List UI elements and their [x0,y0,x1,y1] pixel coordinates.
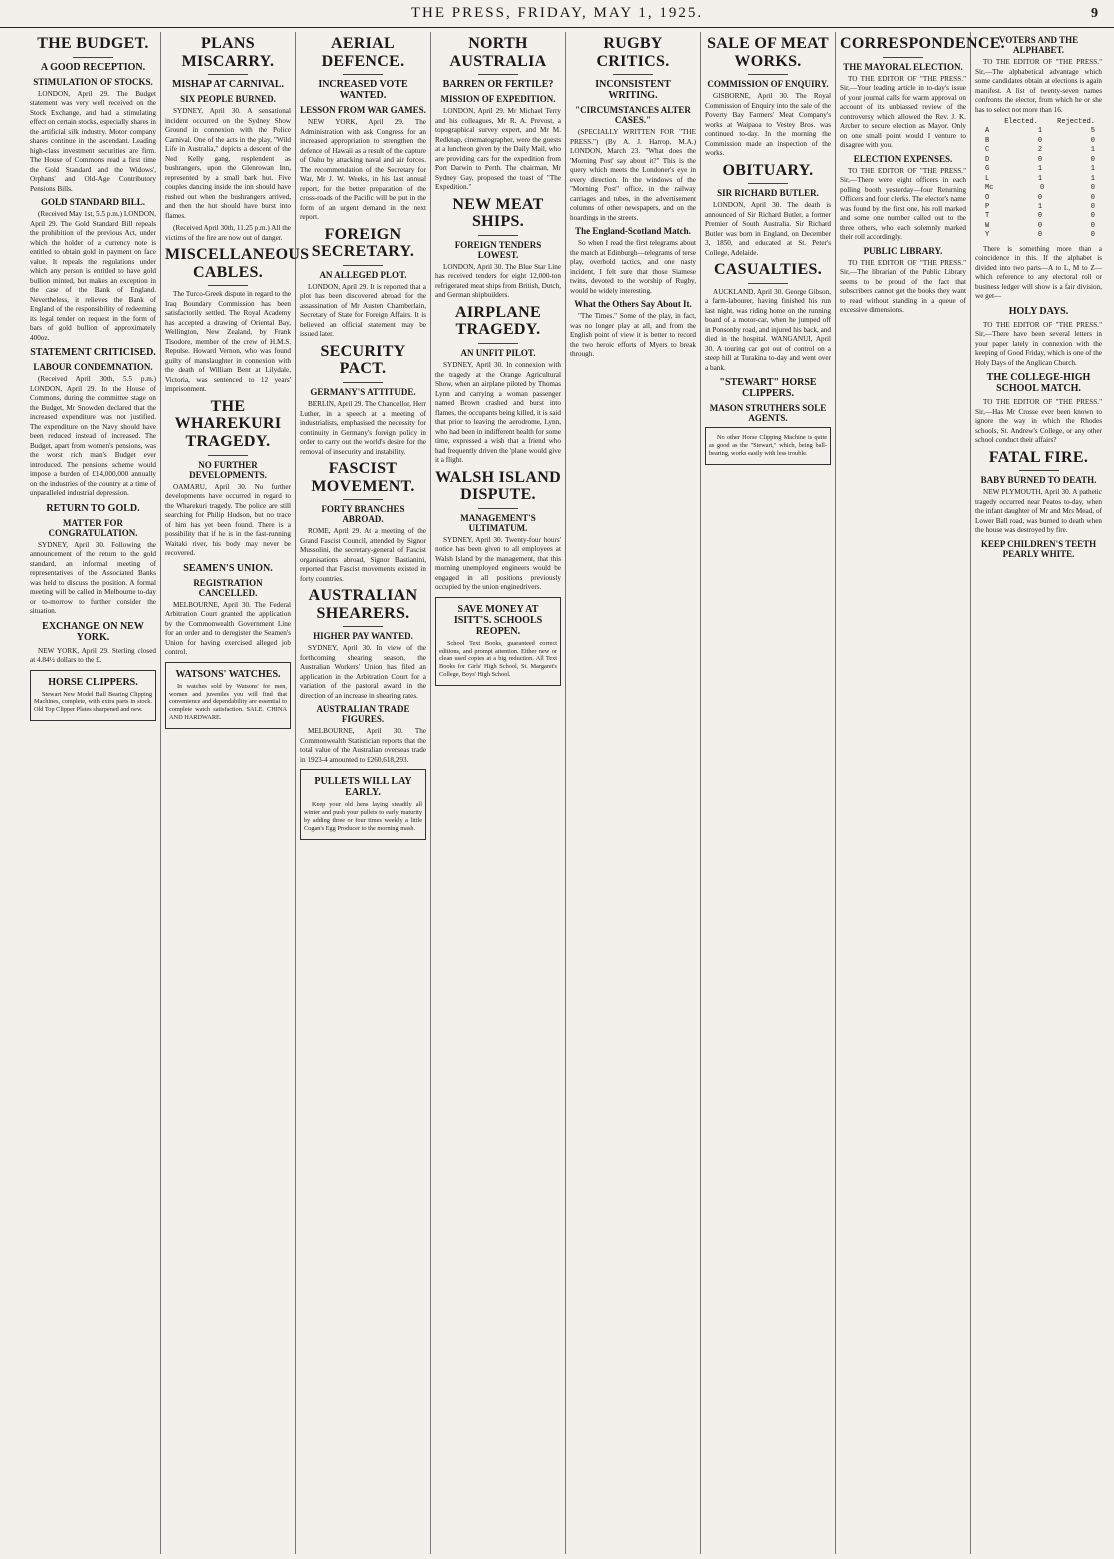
article-paragraph: (Received April 30th, 5.5 p.m.) LONDON, April 29. In the House of Commons, during the committee stage on the Budget, Mr Snowden declared that the increased expenditure was not justified. The expenditure on the Navy should have been reduced instead of increased. The Budget, apart from women's pensions, was the worst rich man's Budget ever introduced. The pensions scheme would impose a burden of £14,000,000 annually on the industries of the country at a time of unparalleled industrial depression. [30,375,156,498]
section-rule [208,74,248,75]
article-paragraph: TO THE EDITOR OF "THE PRESS." Sir,—There were eight officers in each polling booth yesterday—four Returning Officers and four clerks. The elector's name was found by the first one, his roll marked and some one number called out to the three others, who each solemnly marked their roll accordingly. [840,166,966,242]
article-subheadline: A GOOD RECEPTION. [40,61,146,73]
results-cell: 1 [1037,165,1043,174]
article-subheading: MATTER FOR CONGRATULATION. [48,517,138,538]
article-subheadline: INCREASED VOTE WANTED. [318,79,408,102]
results-cell: 1 [1037,127,1043,136]
results-cell: D [985,155,990,164]
article-paragraph: (Received May 1st, 5.5 p.m.) LONDON, April 29. The Gold Standard Bill repeals the prohibition of the previous Act, under which the holder of a currency note is entitled to obtain gold in payment on face value. It repeals the regulations under which any person is entitled to have gold bullion minted, but makes an exception in the case of the Bank of England. Nevertheless, it relieves the Bank of England of the responsibility of redeeming its legal tender on request in the form of bars of gold bullion of approximately 400oz. [30,210,156,342]
article-subheading: GERMANY'S ATTITUDE. [310,387,416,398]
article-subheading: LABOUR CONDEMNATION. [33,362,153,373]
article-headline: CASUALTIES. [713,261,823,279]
article-headline: OBITUARY. [722,161,814,179]
article-paragraph: MELBOURNE, April 30. The Commonwealth Statistician reports that the total value of the Australian overseas trade in 1923-4 amounted to £260,618,293. [300,727,426,764]
article-paragraph: TO THE EDITOR OF "THE PRESS." Sir,—The alphabetical advantage which some candidates obtain at elections is again manifest. A list of twenty-seven names confronts the elector, from which he or she has to select not more than 16. [975,58,1102,114]
section-rule [883,57,923,58]
results-row [985,175,1095,184]
results-cell: 0 [1040,184,1045,193]
article-headline: THE WHAREKURI TRAGEDY. [174,397,282,451]
section-rule [478,343,518,344]
advertisement [30,670,156,722]
results-cell: 0 [1037,221,1043,230]
section-rule [343,265,383,266]
results-cell: G [985,165,990,174]
article-paragraph: SYDNEY, April 30. Following the announcement of the return to the gold standard, an informal meeting of representatives of the Associated Banks was held to discuss the position. A formal meeting will be called in Melbourne to-day or to-morrow to further consider the situation. [30,540,156,616]
results-cell: B [985,136,990,145]
section-rule [478,74,518,75]
results-cell: 0 [1037,212,1043,221]
advertisement-title: SAVE MONEY AT ISITT'S. SCHOOLS REOPEN. [453,603,543,637]
article-paragraph: LONDON, April 29. The Budget statement was very well received on the Stock Exchange, and had a stimulating effect on certain stocks, especially shares in the artificial silk industry. Motor company shares continue in the ascendant. Leading high-class investment securities are firm. The House of Commons read a first time the Gold Standard and the Widows', Orphans' and Old-Age Contributory Pensions Bills. [30,89,156,193]
article-headline: SALE OF MEAT WORKS. [707,35,829,70]
advertisement-text: Stewart New Model Ball Bearing Clipping Machines, complete, with extra parts in stock. Old Top Clipper Plates sharpened and new. [34,690,152,714]
article-paragraph: LONDON, April 30. The Blue Star Line has received tenders for eight 12,000-ton refrigerated meat ships from British, Dutch, and German shipbuilders. [435,262,561,300]
article-paragraph: SYDNEY, April 30. A sensational incident occurred on the Sydney Show Ground in connexion with the Police Carnival. One of the acts in the play, "Wild Life in Australia," depicts a descent of the Ned Kelly gang, resplendent as bushrangers, upon the Glenrowan Inn, represented by a small bark hut. Five couples dancing inside the inn should have rushed out when the bushrangers arrived, and then the hut should have burst into flames. [165,107,291,220]
results-header-row [985,118,1095,127]
section-rule [748,74,788,75]
article-paragraph: So when I read the first telegrams about the match at Edinburgh—telegrams of terse play, overbold tactics, and one nasty incident, I felt sure that those Siamese twins, devoted to the worship of Rugby, would be widely interesting. [570,239,696,295]
results-row [985,146,1095,155]
results-cell: Y [985,231,990,240]
section-rule [748,183,788,184]
article-headline: AUSTRALIAN SHEARERS. [308,587,418,622]
results-cell: 1 [1037,174,1043,183]
results-row [985,184,1095,193]
results-cell: C [985,146,990,155]
results-cell: 0 [1090,155,1095,164]
article-headline: PLANS MISCARRY. [181,35,275,70]
article-subheading: NO FURTHER DEVELOPMENTS. [189,459,267,480]
article-subheading: The England-Scotland Match. [575,226,691,237]
article-paragraph: (SPECIALLY WRITTEN FOR "THE PRESS.") (By A. J. Harrop, M.A.) LONDON, March 23. "What does the 'Morning Post' say about it?" This is the query which meets the Londoner's eye in every direction. In the windows of the "Morning Post" office, in the railway carriages and tubes, in the advertisement columns of other newspapers, and on the hoardings in the streets. [570,128,696,222]
article-subheading: What the Others Say About It. [574,299,692,310]
article-paragraph: TO THE EDITOR OF "THE PRESS." Sir,—There have been several letters in your paper lately in connexion with the keeping of Good Friday, which is one of the Holy Days of the Anglican Church. [975,320,1102,367]
results-cell: 0 [1090,202,1095,211]
results-row [985,137,1095,146]
article-subheading: SIR RICHARD BUTLER. [717,188,819,199]
section-rule [208,285,248,286]
article-subheading: MANAGEMENT'S ULTIMATUM. [460,512,536,533]
article-subheading: STIMULATION OF STOCKS. [33,76,153,87]
advertisement-text: No other Horse Clipping Machine is quite as good as the "Stewart," which, being ball-bearing, works easily with less trouble. [709,434,827,458]
masthead [0,0,1114,28]
section-rule [343,74,383,75]
article-paragraph: NEW YORK, April 29. The Administration with ask Congress for an increased appropriation to strengthen the defence of Hawaii as a result of the capture of Oahu by attacking naval and air forces. The recommendation of the Secretary for War, Mr J. W. Weeks, in his last annual report, for the better preparation of the cross-roads of the Pacific will be put in the form of an urgent demand in the next report. [300,118,426,222]
article-paragraph: MELBOURNE, April 30. The Federal Arbitration Court granted the application by the Commonwealth Government Line for an order and to deregister the Seamen's Union for having exercised alleged job control. [165,600,291,657]
advertisement [435,597,561,686]
results-cell: 0 [1037,136,1043,145]
results-cell: 0 [1090,184,1095,193]
page-number: 9 [1090,5,1098,21]
advertisement-title: PULLETS WILL LAY EARLY. [314,776,412,799]
advertisement-text: School Text Books, guaranteed correct editions, and prompt attention. Either new or clean used copies at a big reduction. All Text Books for Girls' High School, St. Margaret's College, Boys' High School. [439,639,557,679]
article-columns [26,32,1106,1554]
article-paragraph: AUCKLAND, April 30. George Gibson, a farm-labourer, having finished his run last night, was riding home on the running board of a motor-car, when he jumped off in Ponsonby road, and injured his back, and died in the hospital. WANGANUI, April 30. A touring car got out of control on a steep hill at Turakina to-day and went over a bank. [705,287,831,372]
results-cell: 0 [1090,212,1095,221]
results-cell: 0 [1037,155,1043,164]
results-cell: 5 [1090,127,1095,136]
article-subheadline: INCONSISTENT WRITING. [595,79,671,102]
results-row [985,212,1095,221]
article-paragraph: SYDNEY, April 30. Twenty-four hours' notice has been given to all employees at Walsh Island by the management, that this morning unemployed engineers would be engaged in all positions previously occupied by the union enginedrivers. [435,535,561,592]
article-paragraph: SYDNEY, April 30. In connexion with the tragedy at the Orange Agricultural Show, when an airplane piloted by Thomas Lynn and carrying a woman passenger named Brown crashed and burst into flames, the occupants being killed, it is said that prior to leaving the aerodrome, Lynn, who had been in indifferent health for some time, expressed a wish that a friend who had frequently driven the 'plane would give it a flight. [435,361,561,465]
results-row [985,194,1095,203]
article-headline: FASCIST MOVEMENT. [311,460,415,495]
article-headline: CORRESPONDENCE. [840,35,1005,52]
section-rule [208,455,248,456]
article-paragraph: There is something more than a coincidence in this. If the alphabet is divided into two parts—A to L, M to Z—which reference to any electoral roll or business ledger will show is a fair division, we get— [975,244,1102,301]
results-cell: P [985,202,990,211]
article-subheading: SIX PEOPLE BURNED. [180,94,276,105]
column-4 [431,32,566,1554]
results-cell: 0 [1090,136,1095,145]
article-paragraph: SYDNEY, April 30. In view of the forthcoming shearing season, the Australian Workers' Union has filed an application in the Arbitration Court for a variation of the pastoral award in the direction of an increase in shearing rates. [300,644,426,700]
article-subheadline: MISHAP AT CARNIVAL. [172,79,284,91]
article-subheading: GOLD STANDARD BILL. [40,197,146,208]
results-cell: 2 [1037,146,1043,155]
article-headline: WALSH ISLAND DISPUTE. [435,468,561,504]
article-paragraph: TO THE EDITOR OF "THE PRESS." Sir,—Your leading article in to-day's issue of your journal calls for warm approval on account of its unbiassed review of the controversy which allowed the Rev. J. K. Archer to secure election as Mayor. Only on one small point would I venture to disagree with you. [840,74,966,150]
article-headline: SECURITY PACT. [320,342,406,378]
article-paragraph: TO THE EDITOR OF "THE PRESS." Sir,—The librarian of the Public Library seems to be proud of the fact that subscribers cannot get the books they want to read without standing in a queue of excessive dimensions. [840,258,966,315]
article-subheading: MASON STRUTHERS SOLE AGENTS. [709,403,827,424]
article-paragraph: GISBORNE, April 30. The Royal Commission of Enquiry into the sale of the Poverty Bay Farmers' Meat Company's works at Waipaoa to Vestey Bros. was continued to-day. In the morning the Commission made an inspection of the works. [705,92,831,158]
column-3 [296,32,431,1554]
article-headline: FOREIGN SECRETARY. [311,225,415,261]
election-results-table [985,118,1102,241]
article-paragraph: LONDON, April 29. It is reported that a plot has been discovered abroad for the assassination of Mr Austen Chamberlain, Secretary of State for Foreign Affairs. It is believed an official statement may be issued later. [300,282,426,339]
article-subheading: "CIRCUMSTANCES ALTER CASES." [575,105,691,126]
article-subheading: MISSION OF EXPEDITION. [440,94,556,105]
results-row [985,231,1095,240]
section-rule [478,508,518,509]
article-subheading: BABY BURNED TO DEATH. [980,475,1097,486]
advertisement-text: Keep your old hens laying steadily all winter and push your pullets to early maturity by adding three or four times weekly a little Cogan's Egg Producer to the morning mash. [304,801,422,833]
masthead-title: THE PRESS, FRIDAY, MAY 1, 1925. [410,5,704,21]
article-headline: MISCELLANEOUS CABLES. [165,246,310,281]
results-cell: 1 [1090,174,1095,183]
article-subheading: AUSTRALIAN TRADE FIGURES. [316,704,410,725]
article-subheading: ELECTION EXPENSES. [853,153,953,164]
results-cell: A [985,127,990,136]
results-row [985,203,1095,212]
article-subheading: AN ALLEGED PLOT. [319,269,407,280]
advertisement [300,769,426,839]
article-headline: NORTH AUSTRALIA [449,35,547,70]
article-paragraph: LONDON, April 29. Mr Michael Terry and his colleagues, Mr R. A. Prevost, a topographical survey expert, and Mr M. Redknap, cinematographer, were the guests at a luncheon given by the Daily Mail, who are providing cars for the expedition from Port Darwin to Perth. The chairman, Mr Sydney Gay, proposed the toast of "The Expedition." [435,107,561,192]
advertisement-text: In watches sold by Watsons' for men, women and juveniles you will find that convenience and dependability are essential to complete watch satisfaction. SALE. CHINA AND HARDWARE. [169,682,287,722]
section-rule [613,74,653,75]
article-subheadline: STATEMENT CRITICISED. [30,347,156,359]
article-headline: AIRPLANE TRAGEDY. [455,303,541,339]
results-cell: 0 [1090,193,1095,202]
article-subheadline: EXCHANGE ON NEW YORK. [42,620,144,643]
article-paragraph: BERLIN, April 29. The Chancellor, Herr Luther, in a speech at a meeting of industrialists, emphasised the necessity for continuity in Germany's foreign policy in order to carry out the world's desire for the removal of insecurity and instability. [300,400,426,456]
column-1 [26,32,161,1554]
article-paragraph: OAMARU, April 30. No further developments have occurred in regard to the Wharekuri tragedy. The police are still searching for Philip Hudson, but no trace of him has yet been found. There is a possibility that if he is in the fast-running Waitaki river, his body may never be recovered. [165,482,291,558]
section-rule [343,382,383,383]
article-subheading: REGISTRATION CANCELLED. [193,577,263,598]
article-subheading: LESSON FROM WAR GAMES. [300,105,426,116]
article-paragraph: NEW PLYMOUTH, April 30. A pathetic tragedy occurred near Peatos to-day, when the infant daughter of Mr and Mrs Mead, of Lower Ball road, was burned to death when the house was destroyed by fire. [975,488,1102,535]
results-row [985,222,1095,231]
results-header-cell: Rejected. [1057,118,1095,126]
advertisement-title: HORSE CLIPPERS. [48,676,138,688]
column-6 [701,32,836,1554]
results-cell: 0 [1090,221,1095,230]
article-paragraph: "The Times." Some of the play, in fact, was no longer play at all, and from the English point of view it is better to record the two heroic efforts of Myers to break through. [570,312,696,359]
article-headline: RUGBY CRITICS. [596,35,670,70]
section-rule [343,499,383,500]
results-cell: 0 [1037,193,1043,202]
article-subheading: PUBLIC LIBRARY. [863,245,943,256]
section-rule [478,235,518,236]
results-cell: 1 [1090,165,1095,174]
article-subheading: KEEP CHILDREN'S TEETH PEARLY WHITE. [980,538,1097,559]
article-subheadline: THE COLLEGE-HIGH SCHOOL MATCH. [986,372,1091,395]
article-subheading: VOTERS AND THE ALPHABET. [998,35,1079,55]
article-subheadline: HOLY DAYS. [1008,305,1069,317]
article-subheading: HIGHER PAY WANTED. [313,631,413,642]
article-subheadline: SEAMEN'S UNION. [183,562,273,574]
article-paragraph: LONDON, April 30. The death is announced of Sir Richard Butler, a former Premier of South Australia. Sir Richard Butler was born in England, on December 3, 1850, and educated at St. Peter's College, Adelaide. [705,201,831,257]
results-cell: 0 [1037,231,1043,240]
section-rule [748,283,788,284]
results-header-cell: Elected. [1004,118,1038,126]
advertisement [705,427,831,465]
results-cell: L [985,174,990,183]
article-paragraph: ROME, April 29. At a meeting of the Grand Fascist Council, attended by Signor Mussolini, the secretary-general of Fascist organisations abroad, Signor Bastianini, reported that Fascist movements existed in forty countries. [300,527,426,583]
advertisement [165,662,291,729]
article-subheadline: RETURN TO GOLD. [46,502,140,514]
results-cell: 1 [1090,146,1095,155]
article-headline: FATAL FIRE. [988,448,1089,466]
article-headline: AERIAL DEFENCE. [321,35,405,70]
article-subheading: THE MAYORAL ELECTION. [843,61,963,72]
article-subheading: AN UNFIT PILOT. [460,348,536,359]
results-cell: 1 [1037,202,1043,211]
article-subheadline: "STEWART" HORSE CLIPPERS. [719,377,817,400]
article-paragraph: TO THE EDITOR OF "THE PRESS." Sir,—Has Mr Crosse ever been known to ignore the way in which the Rhodes schools, St. Andrew's College, or any other school conduct their affairs? [975,398,1102,445]
results-row [985,127,1095,136]
section-rule [73,57,113,58]
results-cell: 0 [1090,231,1095,240]
results-cell: W [985,221,990,230]
results-row [985,156,1095,165]
article-subheading: FORTY BRANCHES ABROAD. [321,504,405,525]
column-2 [161,32,310,1554]
article-paragraph: The Turco-Greek dispute in regard to the Iraq Boundary Commission has been satisfactorily settled. The Royal Academy has accepted a drawing of Oriental Bay, Wellington, New Zealand, by Frank Tisodore, member of the crew of H.M.S. Repulse. Howard Vernon, who was found guilty of manslaughter in connexion with the death of William Bent at Lilydale, Victoria, was sentenced to 12 years' imprisonment. [165,290,291,394]
article-paragraph: NEW YORK, April 29. Sterling closed at 4.84½ dollars to the £. [30,646,156,665]
article-headline: NEW MEAT SHIPS. [452,195,544,231]
article-subheadline: BARREN OR FERTILE? [442,79,554,91]
results-cell: O [985,193,990,202]
column-5 [566,32,701,1554]
article-subheading: FOREIGN TENDERS LOWEST. [454,239,542,260]
results-row [985,165,1095,174]
column-8 [971,32,1106,1554]
results-cell: T [985,212,990,221]
advertisement-title: WATSONS' WATCHES. [175,668,281,680]
section-rule [1019,470,1059,471]
section-rule [343,626,383,627]
article-subheading: COMMISSION OF ENQUIRY. [707,79,829,90]
article-headline: THE BUDGET. [37,35,149,52]
results-cell: Mc [985,184,994,193]
article-paragraph: (Received April 30th, 11.25 p.m.) All the victims of the fire are now out of danger. [165,224,291,242]
